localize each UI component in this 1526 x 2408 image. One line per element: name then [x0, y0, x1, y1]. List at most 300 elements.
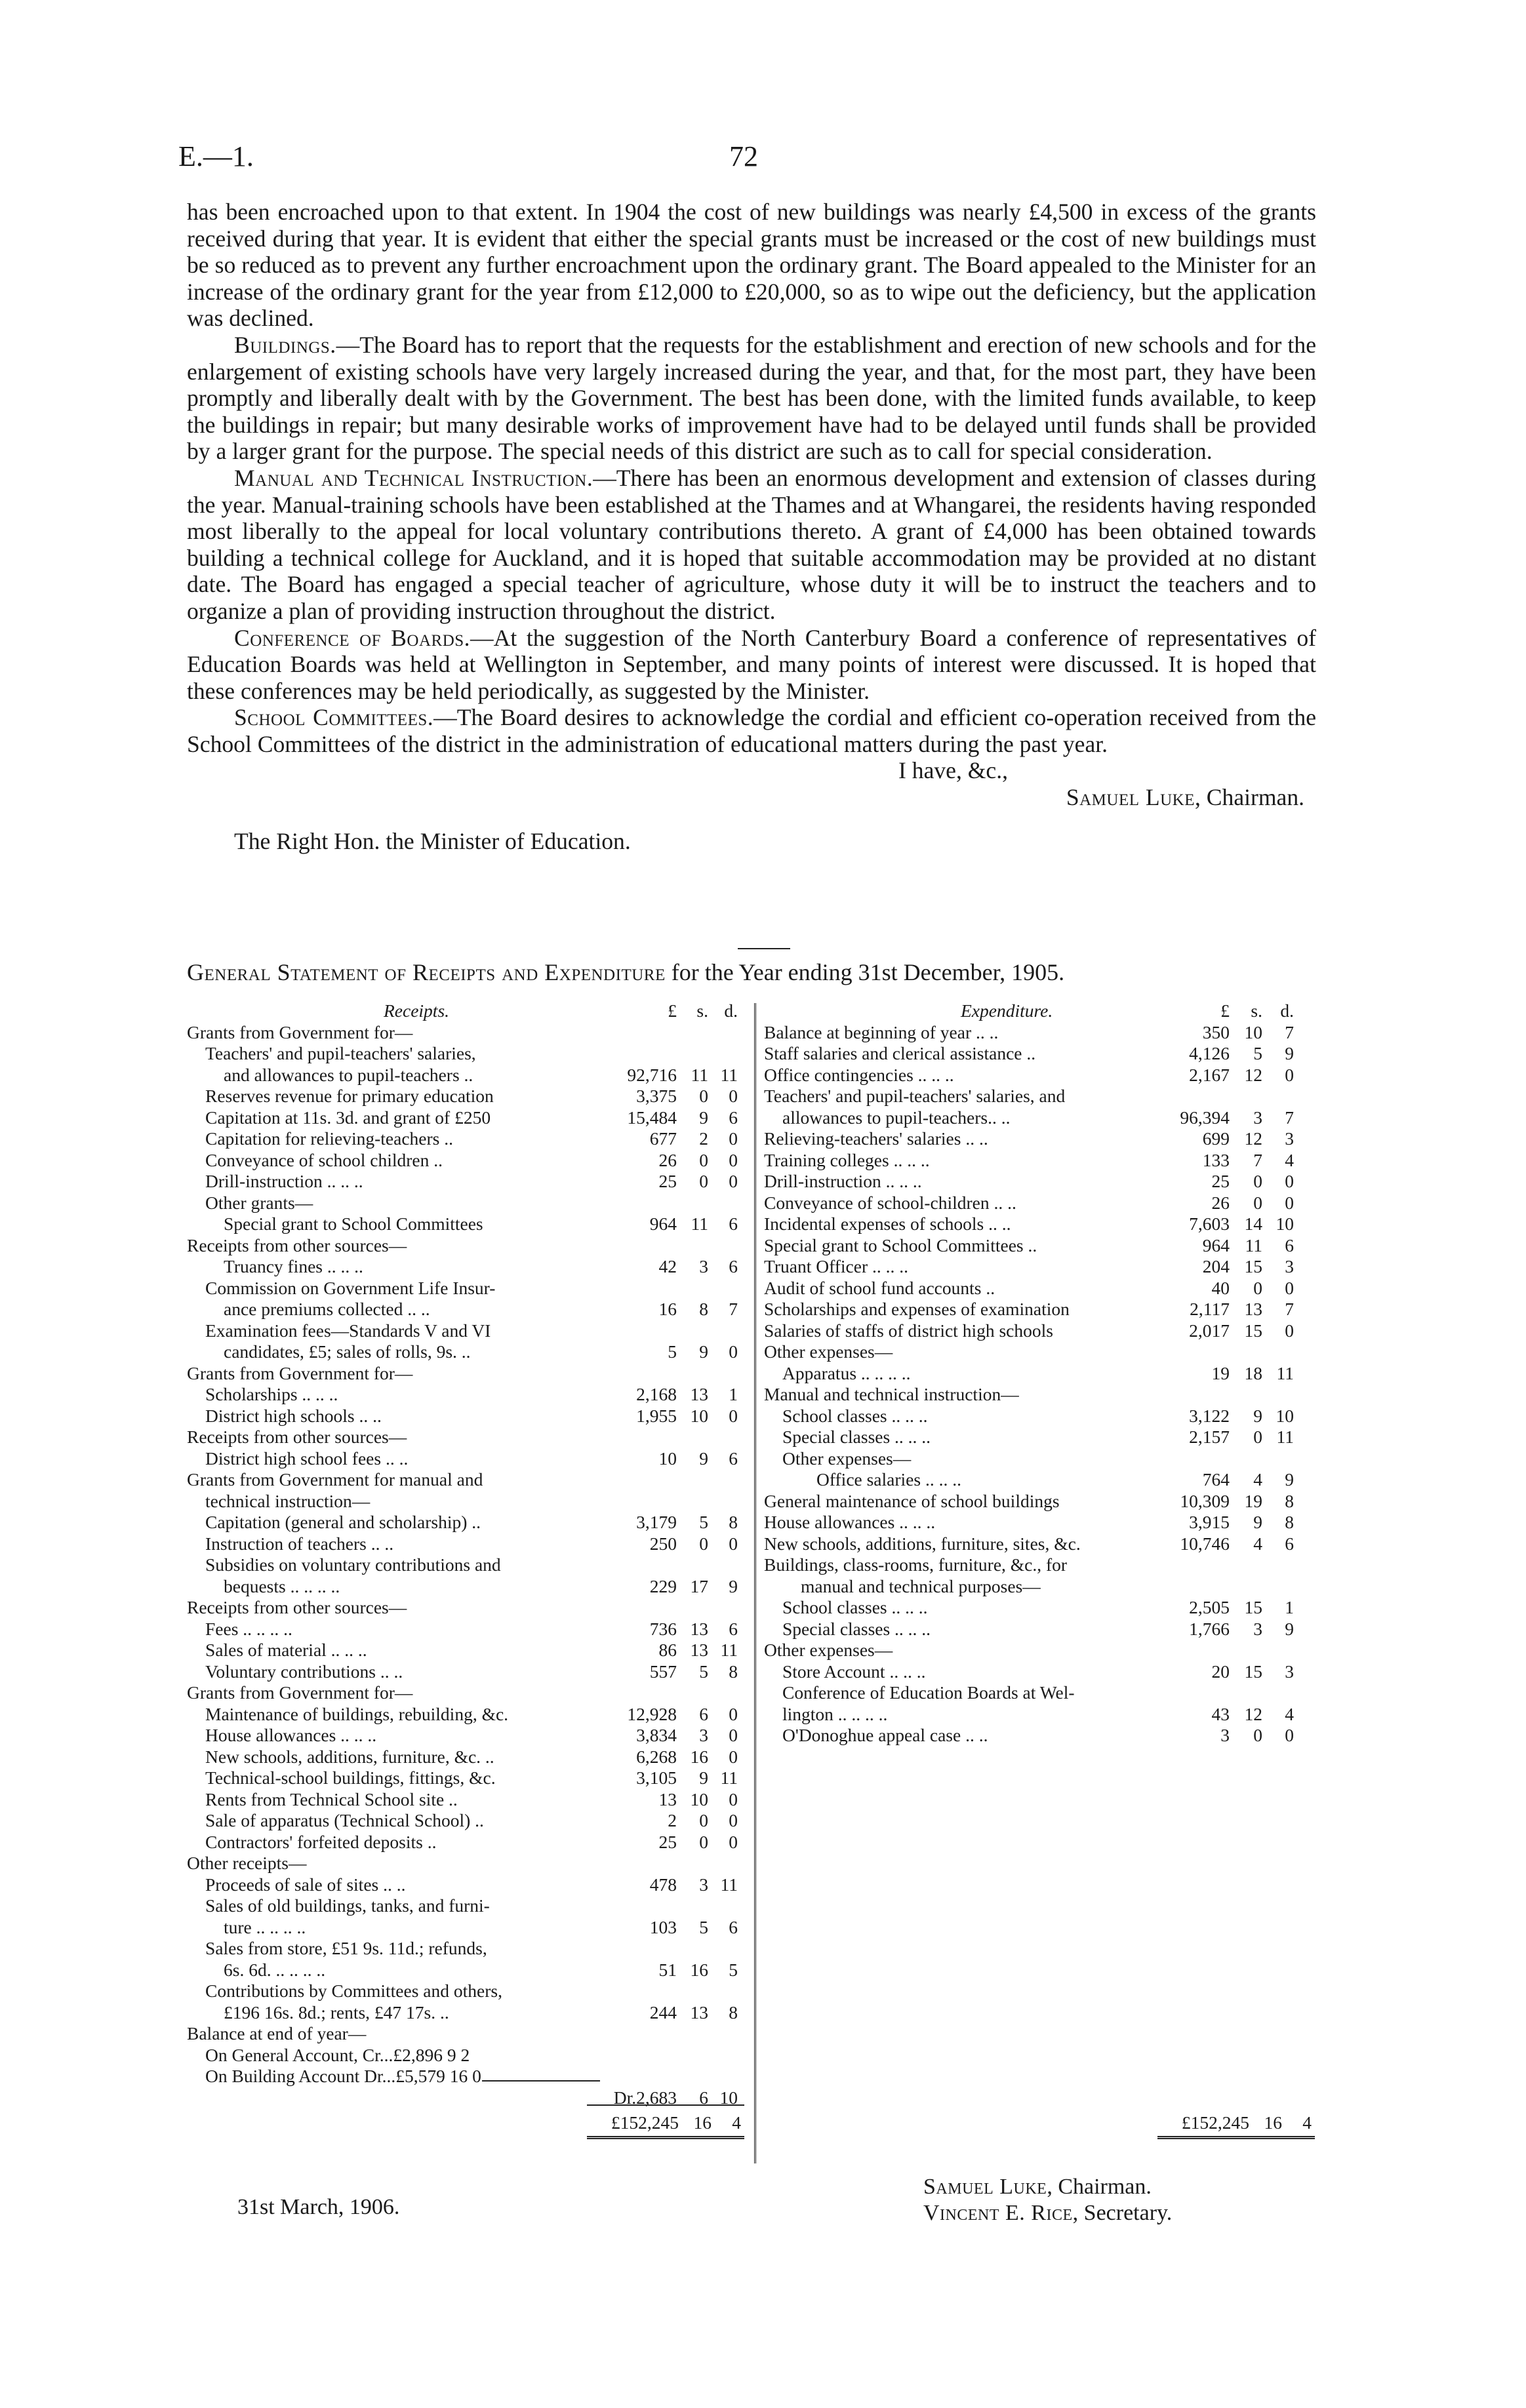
- item-label: Store Account .. .. ..: [782, 1661, 926, 1682]
- item-label: Staff salaries and clerical assistance ..: [764, 1043, 1036, 1063]
- amount-shillings: 0: [1253, 1171, 1262, 1191]
- amount-pounds: 51: [658, 1959, 677, 1980]
- amount-pence: 6: [729, 1214, 738, 1234]
- expenditure-row: [764, 1533, 1315, 1555]
- amount-pounds: 3,375: [636, 1086, 677, 1106]
- receipt-row: [187, 1704, 744, 1726]
- amount-pence: 0: [1285, 1277, 1294, 1298]
- pence-header: d.: [724, 1000, 738, 1021]
- amount-shillings: 14: [1244, 1214, 1262, 1234]
- amount-shillings: 12: [1244, 1064, 1262, 1085]
- receipt-row: [187, 1427, 744, 1448]
- amount-pence: 0: [729, 1533, 738, 1554]
- amount-shillings: 11: [691, 1064, 708, 1085]
- receipt-row: [187, 1363, 744, 1385]
- item-label: General maintenance of school buildings: [764, 1490, 1060, 1511]
- item-label: Special classes .. .. ..: [782, 1427, 931, 1447]
- amount-shillings: 15: [1244, 1597, 1262, 1617]
- amount-pounds: 10,746: [1180, 1533, 1230, 1554]
- report-body: [187, 199, 1316, 854]
- secretary-name: Vincent E. Rice: [923, 2201, 1073, 2225]
- chairman-title: , Chairman.: [1047, 2175, 1152, 2199]
- amount-pence: 6: [729, 1256, 738, 1276]
- statement-title: [187, 958, 1316, 986]
- signer-title: , Chairman.: [1195, 784, 1304, 811]
- item-label: Sales of material .. .. ..: [205, 1640, 367, 1660]
- amount-pounds: 2,168: [636, 1384, 677, 1404]
- amount-shillings: 16: [690, 1959, 708, 1980]
- item-label: Receipts from other sources—: [187, 1234, 407, 1255]
- expenditure-row: [764, 1384, 1315, 1406]
- item-label: Contributions by Committees and others,: [205, 1981, 502, 2001]
- amount-pence: 6: [729, 1448, 738, 1469]
- item-label: Teachers' and pupil-teachers' salaries,: [205, 1043, 476, 1063]
- amount-pence: 5: [729, 1959, 738, 1980]
- amount-shillings: 9: [699, 1341, 708, 1362]
- expenditure-row: [764, 1150, 1315, 1172]
- item-label: manual and technical purposes—: [801, 1575, 1041, 1596]
- amount-shillings: 19: [1244, 1490, 1262, 1511]
- amount-pounds: 20: [1211, 1661, 1230, 1682]
- item-label: House allowances .. .. ..: [764, 1512, 936, 1532]
- text-committees: —The Board desires to acknowledge the cordial and efficient co-operation received from the School Committees of the district in the administration of educational matters during the past year.: [187, 704, 1316, 757]
- receipts-double-rule: [587, 2136, 744, 2139]
- receipt-row: [187, 1065, 744, 1086]
- statement-title-rest: for the Year ending 31st December, 1905.: [665, 959, 1065, 985]
- amount-pounds: 3,122: [1189, 1405, 1230, 1426]
- amount-pounds: 26: [1211, 1192, 1230, 1213]
- amount-pounds: 964: [1202, 1234, 1230, 1255]
- item-label: School classes .. .. ..: [782, 1597, 928, 1617]
- secretary-signature: [923, 2200, 1172, 2226]
- item-label: Drill-instruction .. .. ..: [764, 1171, 922, 1191]
- expenditure-row: [764, 1427, 1315, 1448]
- amount-pounds: 92,716: [627, 1064, 677, 1085]
- amount-shillings: 12: [1244, 1703, 1262, 1724]
- amount-shillings: 13: [690, 1618, 708, 1639]
- amount-pence: 10: [719, 2087, 738, 2108]
- receipt-row: [187, 1406, 744, 1427]
- amount-pounds: 2,167: [1189, 1064, 1230, 1085]
- expenditure-row: [764, 1448, 1315, 1470]
- expenditure-row: [764, 1086, 1315, 1107]
- amount-pounds: 250: [649, 1533, 677, 1554]
- receipt-row: [187, 1725, 744, 1747]
- paragraph-manual: [187, 465, 1316, 625]
- item-label: Receipts from other sources—: [187, 1597, 407, 1617]
- expenditure-row: [764, 1597, 1315, 1619]
- amount-pounds: 86: [658, 1640, 677, 1660]
- receipts-rows: [187, 1022, 744, 2109]
- amount-pence: 0: [729, 1405, 738, 1426]
- receipt-row: [187, 1895, 744, 1917]
- expenditure-row: [764, 1022, 1315, 1044]
- amount-pence: 11: [720, 1064, 738, 1085]
- statement-title-main: General Statement of Receipts and Expenditure: [187, 959, 666, 985]
- item-label: Other grants—: [205, 1192, 313, 1213]
- amount-pounds: 25: [1211, 1171, 1230, 1191]
- amount-pounds: 19: [1211, 1362, 1230, 1383]
- receipts-column: [187, 1000, 744, 2108]
- amount-pounds: 2,117: [1190, 1299, 1230, 1319]
- item-label: Receipts from other sources—: [187, 1427, 407, 1447]
- item-label: O'Donoghue appeal case .. ..: [782, 1725, 988, 1745]
- amount-pence: 0: [729, 1831, 738, 1852]
- receipt-row: [187, 1278, 744, 1299]
- receipt-row: [187, 1341, 744, 1363]
- chairman-name: Samuel Luke: [923, 2175, 1047, 2199]
- amount-shillings: 3: [699, 1256, 708, 1276]
- receipt-row: [187, 1917, 744, 1939]
- item-label: Commission on Government Life Insur-: [205, 1277, 496, 1298]
- amount-pounds: 40: [1211, 1277, 1230, 1298]
- expenditure-double-rule: [1157, 2136, 1315, 2139]
- amount-pence: 0: [1285, 1192, 1294, 1213]
- amount-pence: 0: [729, 1725, 738, 1745]
- amount-shillings: 0: [699, 1171, 708, 1191]
- receipt-row: [187, 1150, 744, 1172]
- amount-shillings: 0: [699, 1149, 708, 1170]
- item-label: Relieving-teachers' salaries .. ..: [764, 1128, 988, 1149]
- amount-shillings: 0: [699, 1810, 708, 1830]
- heading-buildings: Buildings.: [234, 331, 336, 358]
- receipts-header-row: [187, 1000, 744, 1022]
- receipt-row: [187, 1661, 744, 1683]
- closing-line: [187, 757, 1316, 784]
- amount-pounds: 26: [658, 1149, 677, 1170]
- item-label: Grants from Government for—: [187, 1682, 413, 1703]
- item-label: Truancy fines .. .. ..: [224, 1256, 363, 1276]
- amount-pence: 0: [729, 1128, 738, 1149]
- amount-shillings: 3: [1253, 1107, 1262, 1128]
- amount-shillings: 16: [690, 1746, 708, 1767]
- item-label: Fees .. .. .. ..: [205, 1618, 292, 1639]
- item-label: Sale of apparatus (Technical School) ..: [205, 1810, 484, 1830]
- pence-header: d.: [1280, 1000, 1294, 1021]
- item-label: Grants from Government for—: [187, 1362, 413, 1383]
- item-label: bequests .. .. .. ..: [224, 1575, 340, 1596]
- expenditure-row: [764, 1043, 1315, 1065]
- item-label: On General Account, Cr...£2,896 9 2: [205, 2044, 470, 2065]
- receipt-row: [187, 1469, 744, 1491]
- amount-shillings: 3: [1253, 1618, 1262, 1639]
- amount-pence: 3: [1285, 1256, 1294, 1276]
- item-label: Examination fees—Standards V and VI: [205, 1320, 491, 1341]
- item-label: Scholarships .. .. ..: [205, 1384, 338, 1404]
- amount-pounds: 736: [649, 1618, 677, 1639]
- amount-pence: 11: [720, 1874, 738, 1895]
- expenditure-row: [764, 1576, 1315, 1598]
- amount-pence: 9: [1285, 1469, 1294, 1490]
- amount-pounds: 4,126: [1189, 1043, 1230, 1063]
- amount-shillings: 8: [699, 1299, 708, 1319]
- receipt-row: [187, 2023, 744, 2045]
- amount-shillings: 9: [699, 1767, 708, 1788]
- item-label: allowances to pupil-teachers.. ..: [782, 1107, 1011, 1128]
- item-label: £196 16s. 8d.; rents, £47 17s. ..: [224, 2002, 449, 2023]
- receipt-row: [187, 1107, 744, 1129]
- amount-shillings: 3: [699, 1725, 708, 1745]
- receipt-row: [187, 1320, 744, 1342]
- receipts-sum-rule: [587, 2104, 744, 2106]
- expenditure-row: [764, 1619, 1315, 1640]
- balance-rule: [482, 2080, 600, 2082]
- amount-pence: 4: [1285, 1703, 1294, 1724]
- item-label: Subsidies on voluntary contributions and: [205, 1554, 501, 1575]
- item-label: Capitation at 11s. 3d. and grant of £250: [205, 1107, 491, 1128]
- amount-pence: 0: [729, 1788, 738, 1809]
- amount-pence: 11: [720, 1640, 738, 1660]
- amount-shillings: 10: [690, 1405, 708, 1426]
- amount-pounds: Dr.2,683: [613, 2087, 677, 2108]
- amount-shillings: 6: [699, 1703, 708, 1724]
- expenditure-row: [764, 1491, 1315, 1512]
- pounds-header: £: [1220, 1000, 1230, 1021]
- amount-pounds: 964: [649, 1214, 677, 1234]
- item-label: candidates, £5; sales of rolls, 9s. ..: [224, 1341, 471, 1362]
- column-divider: [754, 1003, 756, 2163]
- item-label: lington .. .. .. ..: [782, 1703, 888, 1724]
- expenditure-column: [764, 1000, 1315, 1747]
- amount-shillings: 11: [1245, 1234, 1262, 1255]
- receipts-total-shillings: 16: [693, 2112, 712, 2133]
- receipt-row: [187, 1640, 744, 1661]
- item-label: On Building Account Dr...£5,579 16 0: [205, 2066, 481, 2086]
- amount-pounds: 16: [658, 1299, 677, 1319]
- paragraph-buildings: [187, 332, 1316, 465]
- amount-pence: 7: [1285, 1299, 1294, 1319]
- item-label: District high school fees .. ..: [205, 1448, 409, 1469]
- item-label: Voluntary contributions .. ..: [205, 1661, 403, 1682]
- amount-shillings: 0: [699, 1533, 708, 1554]
- amount-pence: 0: [729, 1703, 738, 1724]
- amount-shillings: 9: [699, 1448, 708, 1469]
- item-label: New schools, additions, furniture, sites, &c.: [764, 1533, 1081, 1554]
- receipt-row: [187, 1533, 744, 1555]
- amount-shillings: 0: [1253, 1277, 1262, 1298]
- amount-pounds: 12,928: [627, 1703, 677, 1724]
- amount-shillings: 4: [1253, 1469, 1262, 1490]
- expenditure-row: [764, 1214, 1315, 1235]
- amount-pence: 0: [729, 1149, 738, 1170]
- amount-shillings: 9: [1253, 1405, 1262, 1426]
- expenditure-row: [764, 1704, 1315, 1726]
- amount-pounds: 10,309: [1180, 1490, 1230, 1511]
- amount-pounds: 43: [1211, 1703, 1230, 1724]
- amount-pounds: 229: [649, 1575, 677, 1596]
- amount-pence: 9: [1285, 1618, 1294, 1639]
- receipt-row: [187, 1767, 744, 1789]
- amount-pence: 7: [729, 1299, 738, 1319]
- amount-shillings: 7: [1253, 1149, 1262, 1170]
- expenditure-total-shillings: 16: [1264, 2112, 1282, 2133]
- heading-manual: Manual and Technical Instruction.: [234, 464, 593, 491]
- item-label: Teachers' and pupil-teachers' salaries, and: [764, 1086, 1066, 1106]
- receipt-row: [187, 1682, 744, 1704]
- expenditure-row: [764, 1363, 1315, 1385]
- item-label: Office salaries .. .. ..: [816, 1469, 961, 1490]
- receipt-row: [187, 2002, 744, 2024]
- amount-pounds: 10: [658, 1448, 677, 1469]
- expenditure-row: [764, 1469, 1315, 1491]
- amount-pounds: 1,955: [636, 1405, 677, 1426]
- amount-pence: 6: [729, 1916, 738, 1937]
- shillings-header: s.: [1251, 1000, 1262, 1021]
- receipt-row: [187, 2045, 744, 2066]
- amount-pounds: 7,603: [1189, 1214, 1230, 1234]
- amount-pounds: 2,505: [1189, 1597, 1230, 1617]
- item-label: Balance at end of year—: [187, 2023, 367, 2043]
- amount-pence: 0: [1285, 1320, 1294, 1341]
- item-label: Conveyance of school-children .. ..: [764, 1192, 1016, 1213]
- amount-shillings: 13: [690, 2002, 708, 2023]
- amount-pence: 10: [1275, 1405, 1294, 1426]
- expenditure-total-pence: 4: [1302, 2112, 1312, 2133]
- amount-shillings: 17: [690, 1575, 708, 1596]
- item-label: School classes .. .. ..: [782, 1405, 928, 1426]
- expenditure-row: [764, 1725, 1315, 1747]
- expenditure-row: [764, 1128, 1315, 1150]
- amount-shillings: 3: [699, 1874, 708, 1895]
- amount-shillings: 9: [699, 1107, 708, 1128]
- amount-pounds: 5: [668, 1341, 677, 1362]
- amount-pence: 0: [729, 1341, 738, 1362]
- amount-pounds: 677: [649, 1128, 677, 1149]
- expenditure-rows: [764, 1022, 1315, 1747]
- heading-committees: School Committees.: [234, 704, 434, 731]
- item-label: Special grant to School Committees: [224, 1214, 483, 1234]
- amount-pence: 3: [1285, 1128, 1294, 1149]
- receipt-row: [187, 1512, 744, 1533]
- item-label: Instruction of teachers .. ..: [205, 1533, 394, 1554]
- item-label: ture .. .. .. ..: [224, 1916, 306, 1937]
- item-label: Rents from Technical School site ..: [205, 1788, 458, 1809]
- item-label: Technical-school buildings, fittings, &c.: [205, 1767, 496, 1788]
- amount-pence: 0: [729, 1810, 738, 1830]
- item-label: and allowances to pupil-teachers ..: [224, 1064, 473, 1085]
- receipt-row: [187, 1214, 744, 1235]
- expenditure-row: [764, 1682, 1315, 1704]
- item-label: Balance at beginning of year .. ..: [764, 1021, 999, 1042]
- expenditure-row: [764, 1107, 1315, 1129]
- receipts-heading: Receipts.: [384, 1000, 450, 1021]
- amount-pence: 1: [1285, 1597, 1294, 1617]
- receipt-row: [187, 1256, 744, 1278]
- item-label: Buildings, class-rooms, furniture, &c., for: [764, 1554, 1068, 1575]
- amount-pounds: 3,834: [636, 1725, 677, 1745]
- amount-shillings: 12: [1244, 1128, 1262, 1149]
- expenditure-row: [764, 1193, 1315, 1214]
- amount-pence: 6: [729, 1618, 738, 1639]
- receipt-row: [187, 1448, 744, 1470]
- receipt-row: [187, 1554, 744, 1576]
- heading-conference: Conference of Boards.: [234, 624, 471, 651]
- amount-pounds: 3,105: [636, 1767, 677, 1788]
- item-label: Drill-instruction .. .. ..: [205, 1171, 363, 1191]
- amount-pence: 11: [1276, 1362, 1294, 1383]
- item-label: Conference of Education Boards at Wel-: [782, 1682, 1075, 1703]
- amount-pence: 8: [729, 1512, 738, 1532]
- amount-pounds: 103: [649, 1916, 677, 1937]
- amount-shillings: 5: [699, 1512, 708, 1532]
- expenditure-row: [764, 1554, 1315, 1576]
- receipts-total-pence: 4: [732, 2112, 741, 2133]
- amount-pounds: 244: [649, 2002, 677, 2023]
- expenditure-row: [764, 1406, 1315, 1427]
- item-label: Capitation (general and scholarship) ..: [205, 1512, 481, 1532]
- amount-shillings: 5: [1253, 1043, 1262, 1063]
- item-label: Training colleges .. .. ..: [764, 1149, 930, 1170]
- amount-shillings: 11: [691, 1214, 708, 1234]
- item-label: Other expenses—: [764, 1341, 893, 1362]
- amount-shillings: 2: [699, 1128, 708, 1149]
- amount-pounds: 25: [658, 1171, 677, 1191]
- expenditure-row: [764, 1278, 1315, 1299]
- text-conference: —At the suggestion of the North Canterbury Board a conference of representatives of Education Boards was held at Wellington in September, and many points of interest were discussed. It is hoped that these conferences may be held periodically, as suggested by the Minister.: [187, 624, 1316, 704]
- amount-pence: 11: [1276, 1427, 1294, 1447]
- amount-pounds: 764: [1202, 1469, 1230, 1490]
- amount-pence: 8: [1285, 1512, 1294, 1532]
- item-label: Other receipts—: [187, 1853, 307, 1873]
- expenditure-row: [764, 1661, 1315, 1683]
- amount-shillings: 5: [699, 1916, 708, 1937]
- amount-pence: 6: [1285, 1533, 1294, 1554]
- amount-pounds: 3,179: [636, 1512, 677, 1532]
- amount-pounds: 42: [658, 1256, 677, 1276]
- amount-pence: 8: [1285, 1490, 1294, 1511]
- amount-pence: 7: [1285, 1021, 1294, 1042]
- amount-pence: 9: [1285, 1043, 1294, 1063]
- item-label: Conveyance of school children ..: [205, 1149, 443, 1170]
- amount-pounds: 3,915: [1189, 1512, 1230, 1532]
- amount-shillings: 5: [699, 1661, 708, 1682]
- addressee: The Right Hon. the Minister of Education.: [234, 827, 631, 854]
- receipt-row: [187, 1874, 744, 1896]
- expenditure-row: [764, 1320, 1315, 1342]
- amount-shillings: 13: [1244, 1299, 1262, 1319]
- amount-pence: 0: [729, 1086, 738, 1106]
- expenditure-total-pounds: £152,245: [1181, 2112, 1249, 2133]
- amount-shillings: 15: [1244, 1661, 1262, 1682]
- amount-pounds: 478: [649, 1874, 677, 1895]
- amount-pounds: 15,484: [627, 1107, 677, 1128]
- item-label: Truant Officer .. .. ..: [764, 1256, 908, 1276]
- item-label: New schools, additions, furniture, &c. ..: [205, 1746, 494, 1767]
- amount-shillings: 13: [690, 1384, 708, 1404]
- receipt-row: [187, 1491, 744, 1512]
- amount-pence: 4: [1285, 1149, 1294, 1170]
- item-label: technical instruction—: [205, 1490, 371, 1511]
- receipt-row: [187, 1810, 744, 1832]
- report-date: 31st March, 1906.: [237, 2195, 400, 2219]
- amount-pounds: 1,766: [1189, 1618, 1230, 1639]
- amount-pounds: 6,268: [636, 1746, 677, 1767]
- receipt-row: [187, 1938, 744, 1960]
- receipt-row: [187, 1747, 744, 1768]
- item-label: House allowances .. .. ..: [205, 1725, 377, 1745]
- page-number: 72: [729, 140, 758, 172]
- item-label: Grants from Government for—: [187, 1021, 413, 1042]
- amount-pounds: 2,157: [1189, 1427, 1230, 1447]
- amount-shillings: 0: [699, 1831, 708, 1852]
- receipt-row: [187, 1960, 744, 1981]
- amount-shillings: 0: [699, 1086, 708, 1106]
- amount-pounds: 2,017: [1189, 1320, 1230, 1341]
- signer-name: Samuel Luke: [1066, 784, 1195, 811]
- amount-pence: 6: [729, 1107, 738, 1128]
- receipt-row: [187, 1832, 744, 1853]
- amount-pence: 0: [1285, 1064, 1294, 1085]
